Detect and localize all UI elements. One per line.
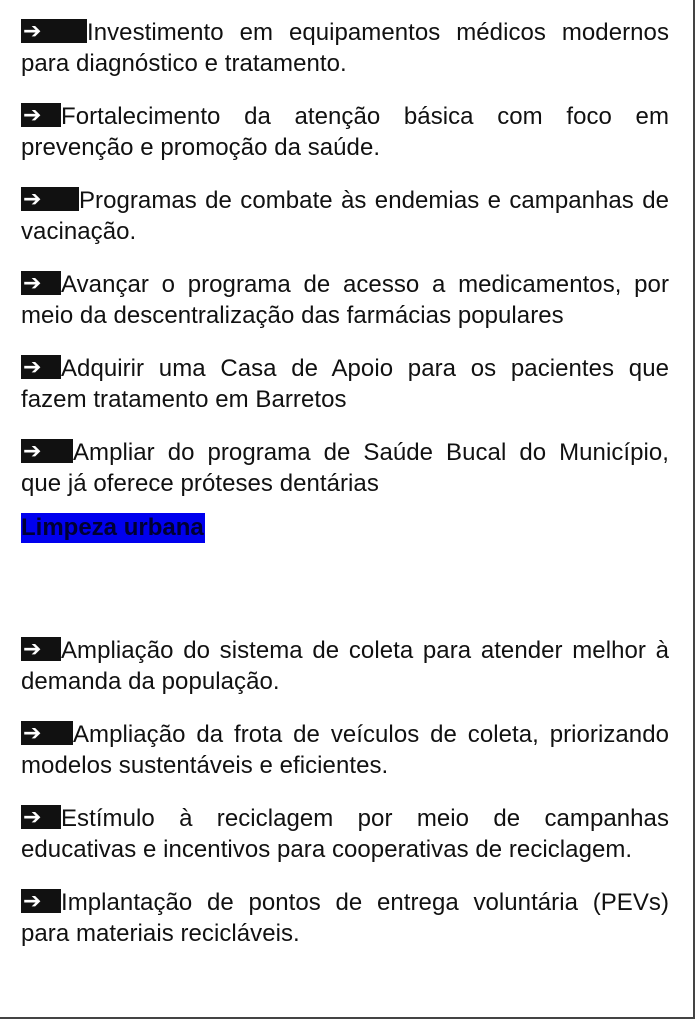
arrow-icon: ➔ [21, 187, 79, 211]
bullet-item [21, 353, 669, 415]
arrow-icon: ➔ [21, 355, 61, 379]
arrow-icon: ➔ [21, 19, 87, 43]
arrow-icon: ➔ [21, 637, 61, 661]
bullet-item [21, 887, 669, 949]
bullet-text: Ampliação da frota de veículos de coleta, priorizando modelos sustentáveis e eficientes. [21, 721, 669, 779]
bullet-item [21, 101, 669, 163]
bullet-item [21, 719, 669, 781]
arrow-icon: ➔ [21, 721, 73, 745]
bullet-item [21, 185, 669, 247]
document-content [21, 17, 669, 971]
bullet-text: Estímulo à reciclagem por meio de campanhas educativas e incentivos para cooperativas de reciclagem. [21, 805, 669, 863]
arrow-icon: ➔ [21, 439, 73, 463]
bullet-text: Adquirir uma Casa de Apoio para os pacientes que fazem tratamento em Barretos [21, 355, 669, 413]
bullet-item [21, 635, 669, 697]
arrow-icon: ➔ [21, 805, 61, 829]
bullet-text: Investimento em equipamentos médicos modernos para diagnóstico e tratamento. [21, 19, 669, 77]
arrow-icon: ➔ [21, 271, 61, 295]
bullet-item [21, 437, 669, 499]
bullet-text: Fortalecimento da atenção básica com foco em prevenção e promoção da saúde. [21, 103, 669, 161]
bullet-item [21, 803, 669, 865]
bullet-text: Implantação de pontos de entrega voluntária (PEVs) para materiais recicláveis. [21, 889, 669, 947]
bullet-text: Ampliação do sistema de coleta para atender melhor à demanda da população. [21, 637, 669, 695]
section-heading-block [21, 513, 669, 635]
bullet-item [21, 17, 669, 79]
bullet-item [21, 269, 669, 331]
bullet-text: Avançar o programa de acesso a medicamentos, por meio da descentralização das farmácias populares [21, 271, 669, 329]
bullet-text: Ampliar do programa de Saúde Bucal do Município, que já oferece próteses dentárias [21, 439, 669, 497]
bullet-text: Programas de combate às endemias e campanhas de vacinação. [21, 187, 669, 245]
section-heading: Limpeza urbana [21, 514, 204, 541]
arrow-icon: ➔ [21, 103, 61, 127]
arrow-icon: ➔ [21, 889, 61, 913]
